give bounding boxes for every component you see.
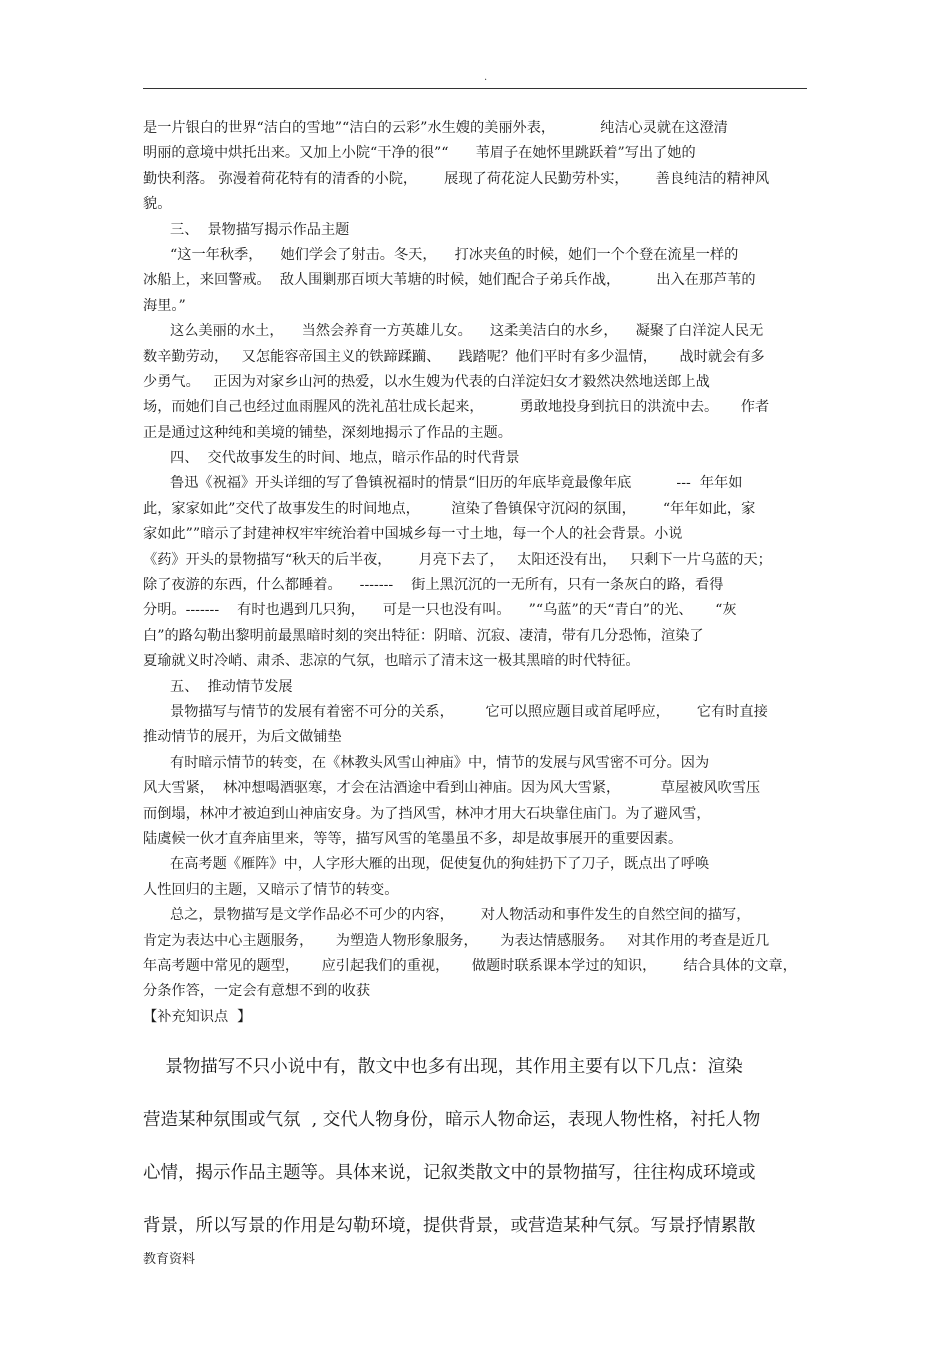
text-line: 《药》开头的景物描写“秋天的后半夜， 月亮下去了， 太阳还没有出， 只剩下一片乌蓝的天； bbox=[143, 551, 772, 568]
text-line: 三、 景物描写揭示作品主题 bbox=[143, 221, 350, 238]
text-line: 陆虞候一伙才直奔庙里来，等等，描写风雪的笔墨虽不多，却是故事展开的重要因素。 bbox=[143, 830, 683, 847]
text-line: 此，家家如此”交代了故事发生的时间地点， 渲染了鲁镇保守沉闷的氛围， “年年如此，家 bbox=[143, 500, 756, 517]
text-line: 分条作答，一定会有意想不到的收获 bbox=[143, 983, 371, 1000]
text-line: 总之，景物描写是文学作品必不可少的内容， 对人物活动和事件发生的自然空间的描写， bbox=[143, 907, 751, 924]
text-line: 人性回归的主题，又暗示了情节的转变。 bbox=[143, 881, 399, 898]
text-line: 分明。------- 有时也遇到几只狗， 可是一只也没有叫。 ”“乌蓝”的天“青白”的光、 “灰 bbox=[143, 602, 737, 619]
text-line: 推动情节的展开，为后文做铺垫 bbox=[143, 729, 342, 746]
text-line: 景物描写与情节的发展有着密不可分的关系， 它可以照应题目或首尾呼应， 它有时直接 bbox=[143, 703, 768, 720]
text-line: 貌。 bbox=[143, 196, 172, 213]
supplement-line: 心情，揭示作品主题等。具体来说，记叙类散文中的景物描写，往往构成环境或 bbox=[143, 1163, 756, 1183]
text-line: 是一片银白的世界“洁白的雪地”“洁白的云彩”水生嫂的美丽外表， 纯洁心灵就在这澄清 bbox=[143, 120, 728, 136]
header-rule bbox=[143, 88, 807, 89]
text-line: 肯定为表达中心主题服务， 为塑造人物形象服务， 为表达情感服务。 对其作用的考查是近几 bbox=[143, 932, 770, 949]
supplement-line: 背景，所以写景的作用是勾勒环境，提供背景，或营造某种气氛。写景抒情累散 bbox=[143, 1216, 756, 1236]
text-line: 家如此””暗示了封建神权牢牢统治着中国城乡每一寸土地，每一个人的社会背景。小说 bbox=[143, 526, 683, 543]
text-line: 场，而她们自己也经过血雨腥风的洗礼茁壮成长起来， 勇敢地投身到抗日的洪流中去。 作者 bbox=[143, 399, 770, 416]
text-line: 少勇气。 正因为对家乡山河的热爱，以水生嫂为代表的白洋淀妇女才毅然决然地送郎上战 bbox=[143, 373, 710, 390]
text-line: 而倒塌，林冲才被迫到山神庙安身。为了挡风雪，林冲才用大石块靠住庙门。为了避风雪， bbox=[143, 805, 711, 822]
text-line: 白”的路勾勒出黎明前最黑暗时刻的突出特征：阴暗、沉寂、凄清，带有几分恐怖，渲染了 bbox=[143, 627, 704, 644]
text-line: 这么美丽的水土， 当然会养育一方英雄儿女。 这柔美洁白的水乡， 凝聚了白洋淀人民无 bbox=[143, 323, 764, 340]
text-line: 在高考题《雁阵》中，人字形大雁的出现，促使复仇的狗娃扔下了刀子，既点出了呼唤 bbox=[143, 856, 710, 873]
supplement-line: 营造某种氛围或气氛 , 交代人物身份，暗示人物命运，表现人物性格，衬托人物 bbox=[143, 1110, 761, 1130]
text-line: 鲁迅《祝福》开头详细的写了鲁镇祝福时的情景“旧历的年底毕竟最像年底 --- 年年如 bbox=[143, 475, 743, 492]
supplement-text bbox=[143, 1041, 807, 1253]
text-line: 勤快利落。 弥漫着荷花特有的清香的小院， 展现了荷花淀人民勤劳朴实， 善良纯洁的精神风 bbox=[143, 170, 770, 187]
text-line: 夏瑜就义时冷峭、肃杀、悲凉的气氛，也暗示了清末这一极其黑暗的时代特征。 bbox=[143, 653, 640, 670]
text-line: 数辛勤劳动， 又怎能容帝国主义的铁蹄蹂躏、 践踏呢？他们平时有多少温情， 战时就会有多 bbox=[143, 348, 765, 365]
text-line: 年高考题中常见的题型， 应引起我们的重视， 做题时联系课本学过的知识， 结合具体的文章， bbox=[143, 957, 797, 974]
text-line: 海里。” bbox=[143, 297, 186, 314]
supplement-line: 景物描写不只小说中有，散文中也多有出现，其作用主要有以下几点：渲染 bbox=[143, 1057, 743, 1077]
text-line: 正是通过这种纯和美境的铺垫，深刻地揭示了作品的主题。 bbox=[143, 424, 512, 441]
text-line: “这一年秋季， 她们学会了射击。冬天， 打冰夹鱼的时候，她们一个个登在流星一样的 bbox=[143, 246, 739, 263]
text-line: 五、 推动情节发展 bbox=[143, 678, 293, 695]
text-line: 明丽的意境中烘托出来。又加上小院“干净的很”“ 苇眉子在她怀里跳跃着”写出了她的 bbox=[143, 145, 696, 162]
text-line: 【补充知识点 】 bbox=[143, 1008, 252, 1025]
text-line: 四、 交代故事发生的时间、地点，暗示作品的时代背景 bbox=[143, 450, 520, 467]
text-line: 风大雪紧， 林冲想喝酒驱寒，才会在沽酒途中看到山神庙。因为风大雪紧， 草屋被风吹雪压 bbox=[143, 780, 761, 797]
body-text bbox=[143, 116, 807, 1030]
text-line: 有时暗示情节的转变，在《林教头风雪山神庙》中，情节的发展与风雪密不可分。因为 bbox=[143, 754, 710, 771]
footer-label: 教育资料 bbox=[143, 1252, 196, 1267]
header-dot: . bbox=[484, 72, 488, 83]
text-line: 除了夜游的东西，什么都睡着。 ------- 街上黑沉沉的一无所有，只有一条灰白的路，看得 bbox=[143, 577, 724, 594]
text-line: 冰船上，来回警戒。 敌人围剿那百顷大苇塘的时候，她们配合子弟兵作战， 出入在那芦苇的 bbox=[143, 272, 756, 289]
